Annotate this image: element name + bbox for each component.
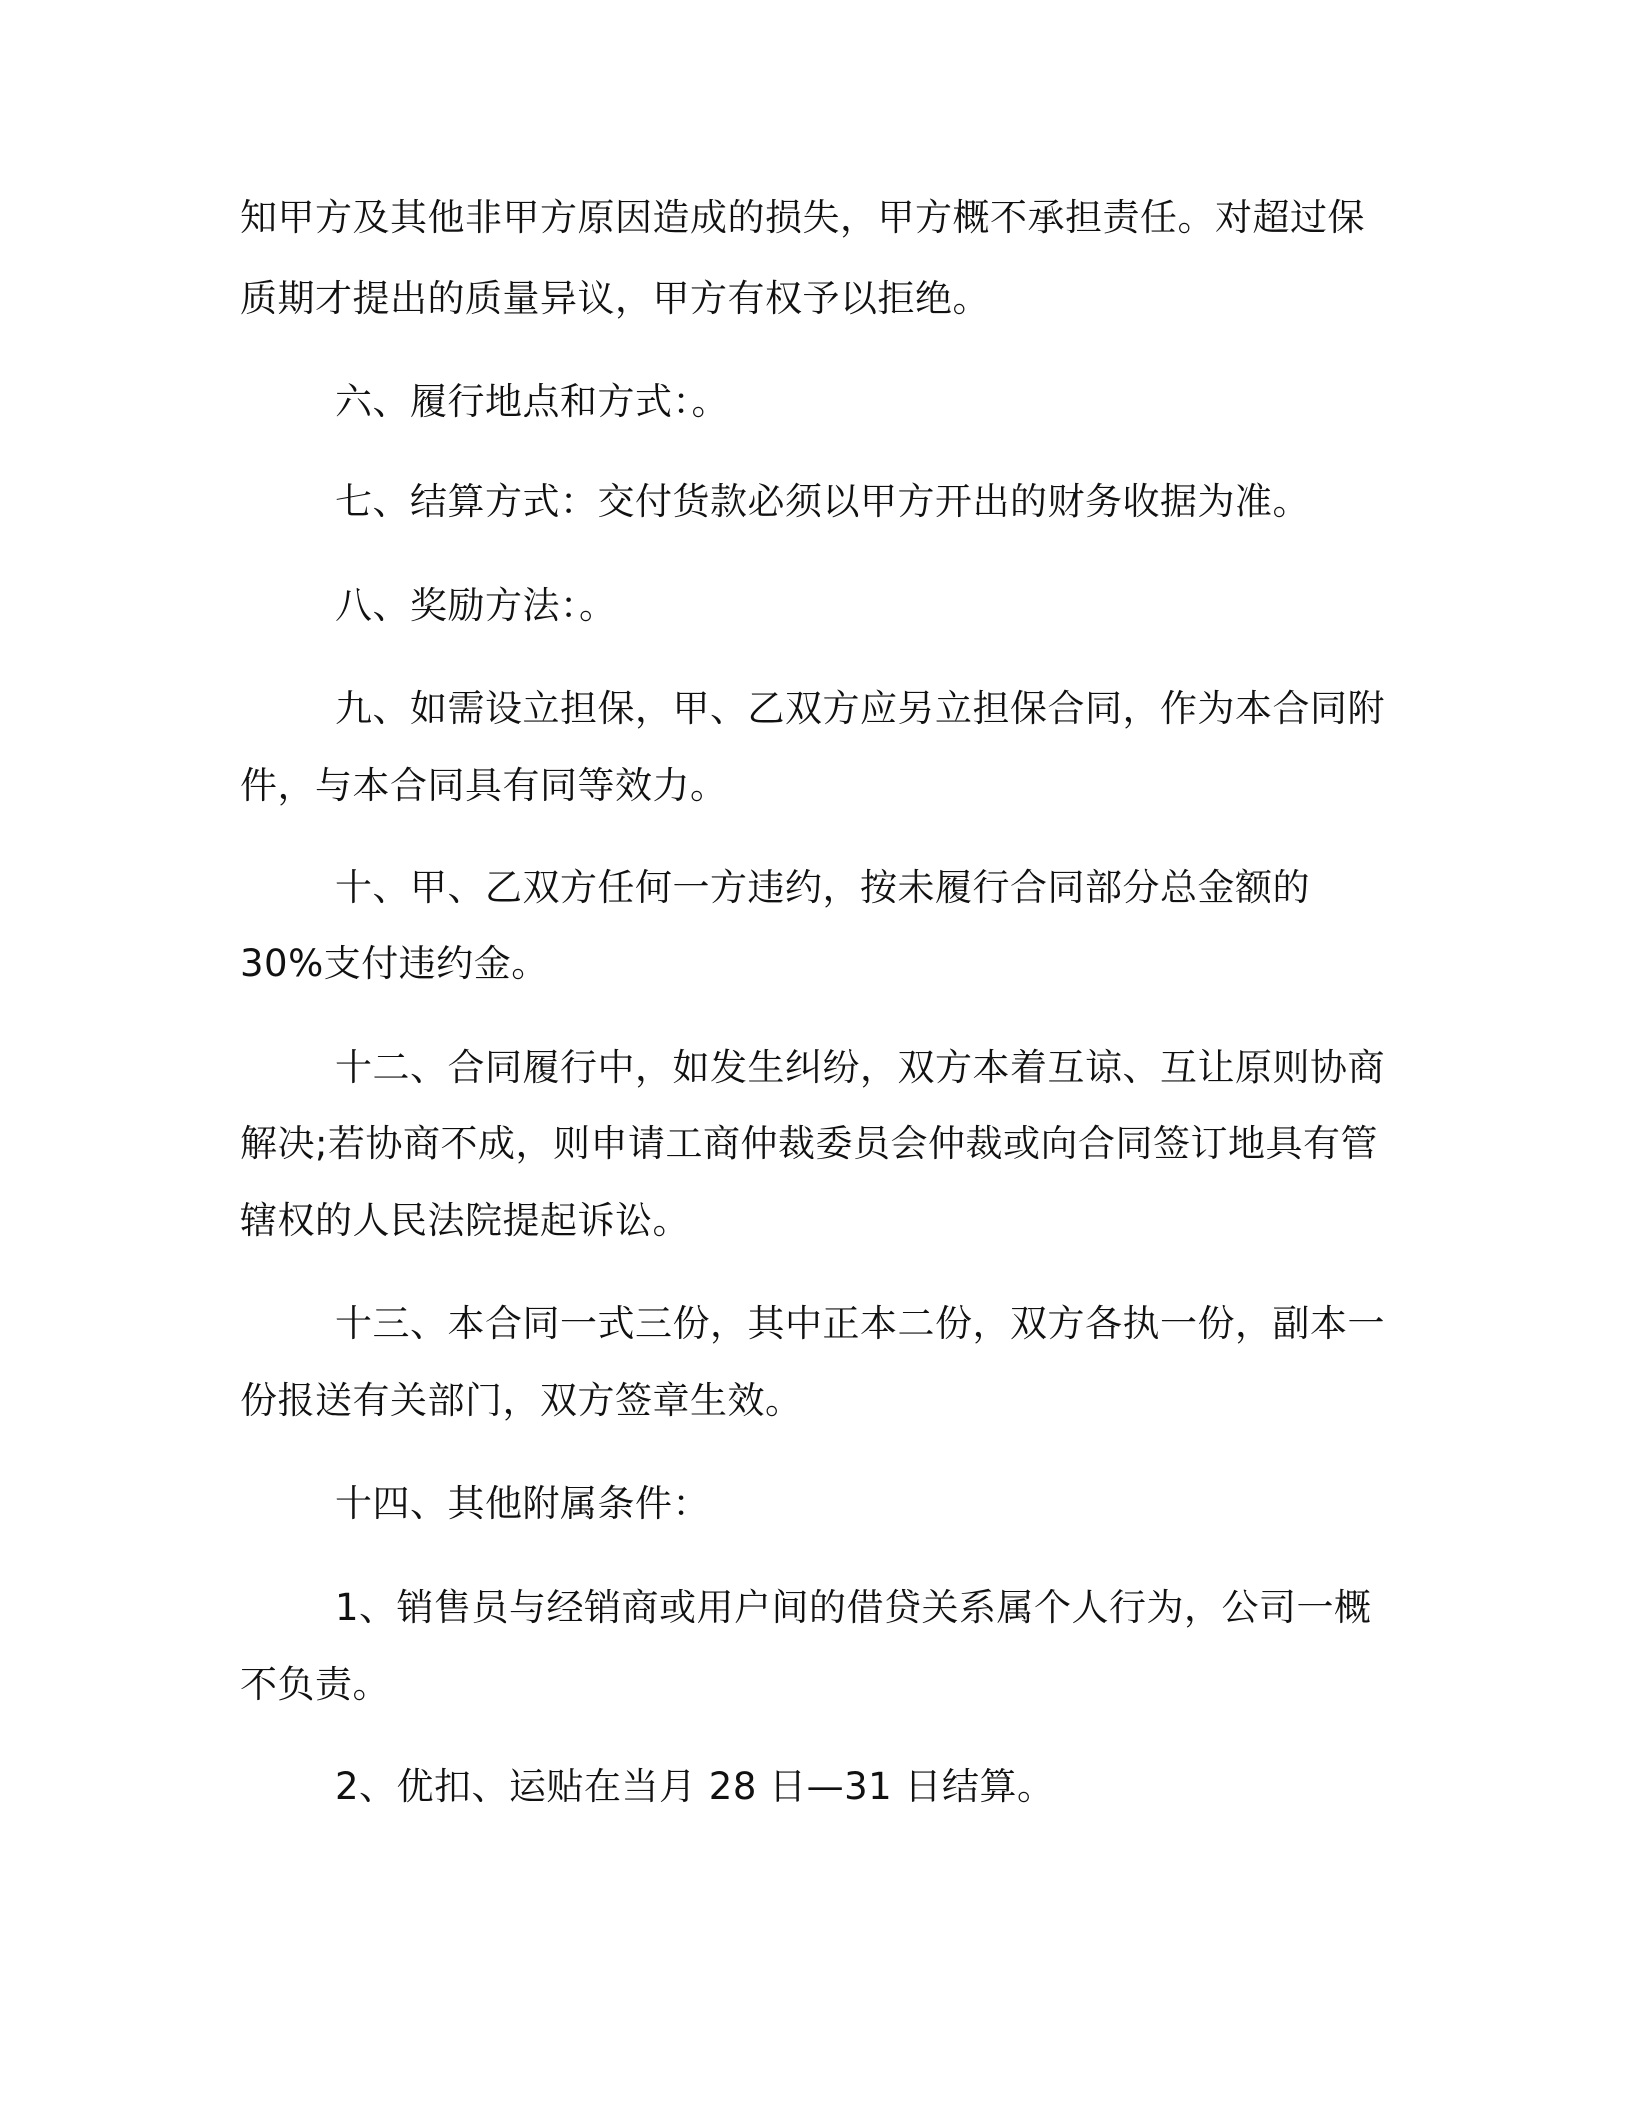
clause-text: 十二、合同履行中，如发生纠纷，双方本着互谅、互让原则协商 — [335, 1046, 1385, 1089]
clause-text: 十三、本合同一式三份，其中正本二份，双方各执一份，副本一 — [335, 1302, 1385, 1345]
text-line: 辖权的人民法院提起诉讼。 — [240, 1199, 690, 1242]
text-line: 不负责。 — [240, 1663, 390, 1706]
text-line: 质期才提出的质量异议，甲方有权予以拒绝。 — [240, 277, 990, 320]
text-line: 件，与本合同具有同等效力。 — [240, 764, 728, 807]
text-line: 知甲方及其他非甲方原因造成的损失，甲方概不承担责任。对超过保 — [240, 196, 1365, 239]
text-line: 解决;若协商不成，则申请工商仲裁委员会仲裁或向合同签订地具有管 — [240, 1122, 1378, 1165]
clause-heading: 六、履行地点和方式：。 — [335, 380, 729, 423]
clause-heading: 十四、其他附属条件： — [335, 1482, 710, 1525]
clause-heading: 八、奖励方法：。 — [335, 584, 617, 627]
clause-text: 十、甲、乙双方任何一方违约，按未履行合同部分总金额的 — [335, 866, 1310, 909]
list-item: 1、销售员与经销商或用户间的借贷关系属个人行为，公司一概 — [335, 1586, 1372, 1629]
clause-text: 九、如需设立担保，甲、乙双方应另立担保合同，作为本合同附 — [335, 687, 1385, 730]
text-line: 30%支付违约金。 — [240, 942, 549, 985]
text-line: 份报送有关部门，双方签章生效。 — [240, 1379, 803, 1422]
list-item: 2、优扣、运贴在当月 28 日—31 日结算。 — [335, 1765, 1055, 1808]
clause-heading: 七、结算方式：交付货款必须以甲方开出的财务收据为准。 — [335, 480, 1310, 523]
